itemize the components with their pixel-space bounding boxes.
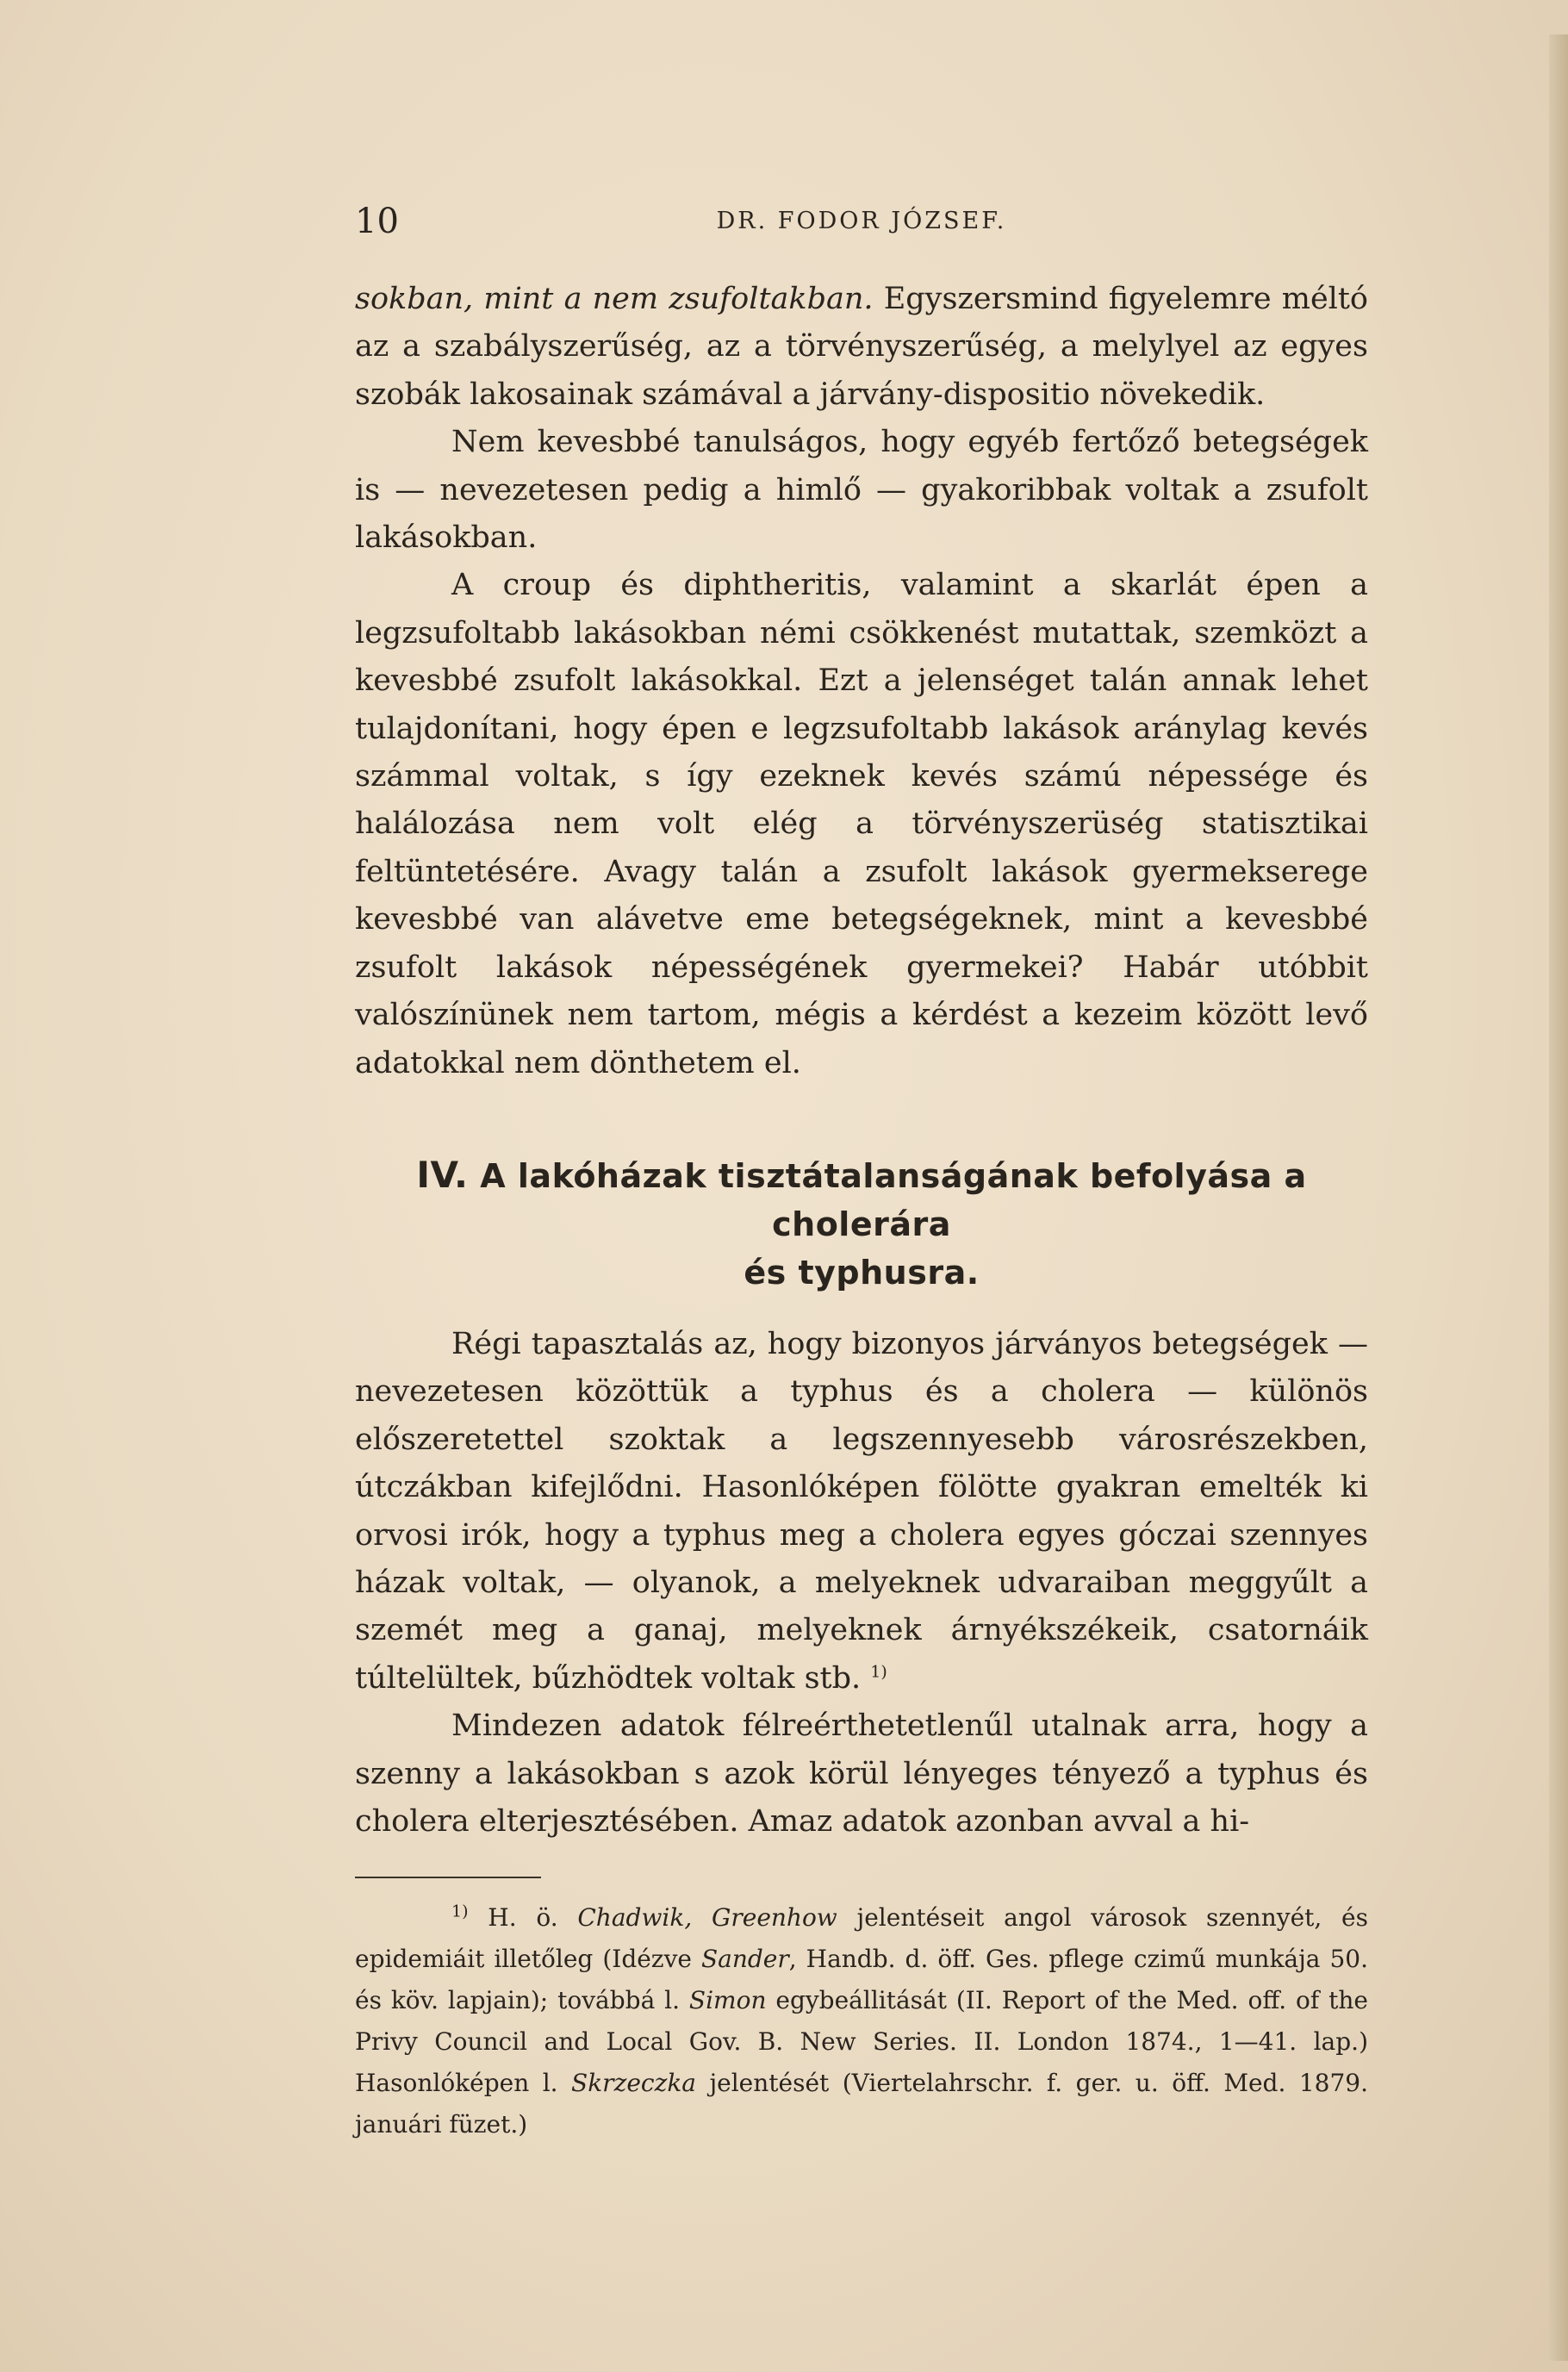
paragraph: Mindezen adatok félreérthetetlenűl utalnak arra, hogy a szenny a lakásokban s azok körül lényeges tényező a typhus és cholera elterjesztésében. Amaz adatok azonban avval a hi- bbox=[355, 1709, 1368, 1839]
paragraph: Nem kevesbbé tanulságos, hogy egyéb fertőző betegségek is — nevezetesen pedig a himlő — gyakoribbak voltak a zsufolt lakásokban. bbox=[355, 425, 1368, 556]
footnote-italic: Sander bbox=[700, 1945, 789, 1974]
paragraph-text: Régi tapasztalás az, hogy bizonyos járványos betegségek — nevezetesen közöttük a typhus és a cholera — különös előszeretettel szoktak a legszennyesebb városrészekben, útczákban kifejlődni. Hasonlóképen fölötte gyakran emelték ki orvosi irók, hogy a typhus meg a cholera egyes góczai szennyes házak voltak, — olyanok, a melyeknek udvaraiban meggyűlt a szemét meg a ganaj, melyeknek árnyékszékeik, csatornáik túltelültek, bűzhödtek voltak stb. bbox=[355, 1326, 1368, 1696]
footnote-italic: Chadwik, Greenhow bbox=[577, 1903, 837, 1933]
section-number: IV. bbox=[416, 1153, 469, 1196]
footnote-marker: 1) bbox=[451, 1902, 469, 1922]
page-edge-shadow bbox=[1549, 34, 1568, 2361]
page-header bbox=[355, 200, 1368, 243]
footnote-text: , Handb. d. öff. Ges. pflege czimű munkája 50. és köv. lapjain); továbbá l. bbox=[355, 1945, 1368, 2015]
footnote-italic: Simon bbox=[688, 1986, 767, 2015]
page-number: 10 bbox=[355, 202, 399, 241]
paragraph bbox=[355, 1321, 1368, 1703]
footnote-italic: Skrzeczka bbox=[571, 2069, 696, 2098]
page-body bbox=[355, 276, 1368, 2145]
footnote-text: egybeállitását (II. Report of the Med. off. of the Privy Council and Local Gov. B. New Series. II. London 1874., 1—41. lap.) Hasonlóképen l. bbox=[355, 1986, 1368, 2098]
paragraph-continued bbox=[355, 276, 1368, 419]
paragraph-text: Egyszersmind figyelemre méltó az a szabályszerűség, az a törvényszerűség, a melylyel az egyes szobák lakosainak számával a járvány-dispositio növekedik. bbox=[355, 282, 1368, 412]
footnote-text: jelentéseit angol városok szennyét, és epidemiáit illetőleg (Idézve bbox=[355, 1903, 1368, 1974]
footnote-reference: 1) bbox=[870, 1662, 887, 1682]
footnote-divider bbox=[355, 1877, 541, 1878]
footnote-text: jelentését (Viertelahrschr. f. ger. u. öff. Med. 1879. januári füzet.) bbox=[355, 2069, 1368, 2139]
footnote-text: H. ö. bbox=[468, 1903, 578, 1933]
paragraph: A croup és diphtheritis, valamint a skarlát épen a legzsufoltabb lakásokban némi csökkenést mutattak, szemközt a kevesbbé zsufolt lakásokkal. Ezt a jelenséget talán annak lehet tulajdonítani, hogy épen e legzsufoltabb lakások aránylag kevés számmal voltak, s így ezeknek kevés számú népessége és halálozása nem volt elég a törvényszerüség statisztikai feltüntetésére. Avagy talán a zsufolt lakások gyermekserege kevesbbé van alávetve eme betegségeknek, mint a kevesbbé zsufolt lakások népességének gyermekei? Habár utóbbit valószínünek nem tartom, mégis a kérdést a kezeim között levő adatokkal nem dönthetem el. bbox=[355, 568, 1368, 1080]
italic-phrase: sokban, mint a nem zsufoltakban. bbox=[355, 282, 874, 316]
section-title-line1: A lakóházak tisztátalanságának befolyása a cholerára bbox=[480, 1156, 1307, 1243]
section-title-line2: és typhusra. bbox=[744, 1253, 980, 1292]
section-heading bbox=[355, 1151, 1368, 1297]
footnote bbox=[355, 1897, 1368, 2145]
running-head: DR. FODOR JÓZSEF. bbox=[716, 208, 1007, 234]
